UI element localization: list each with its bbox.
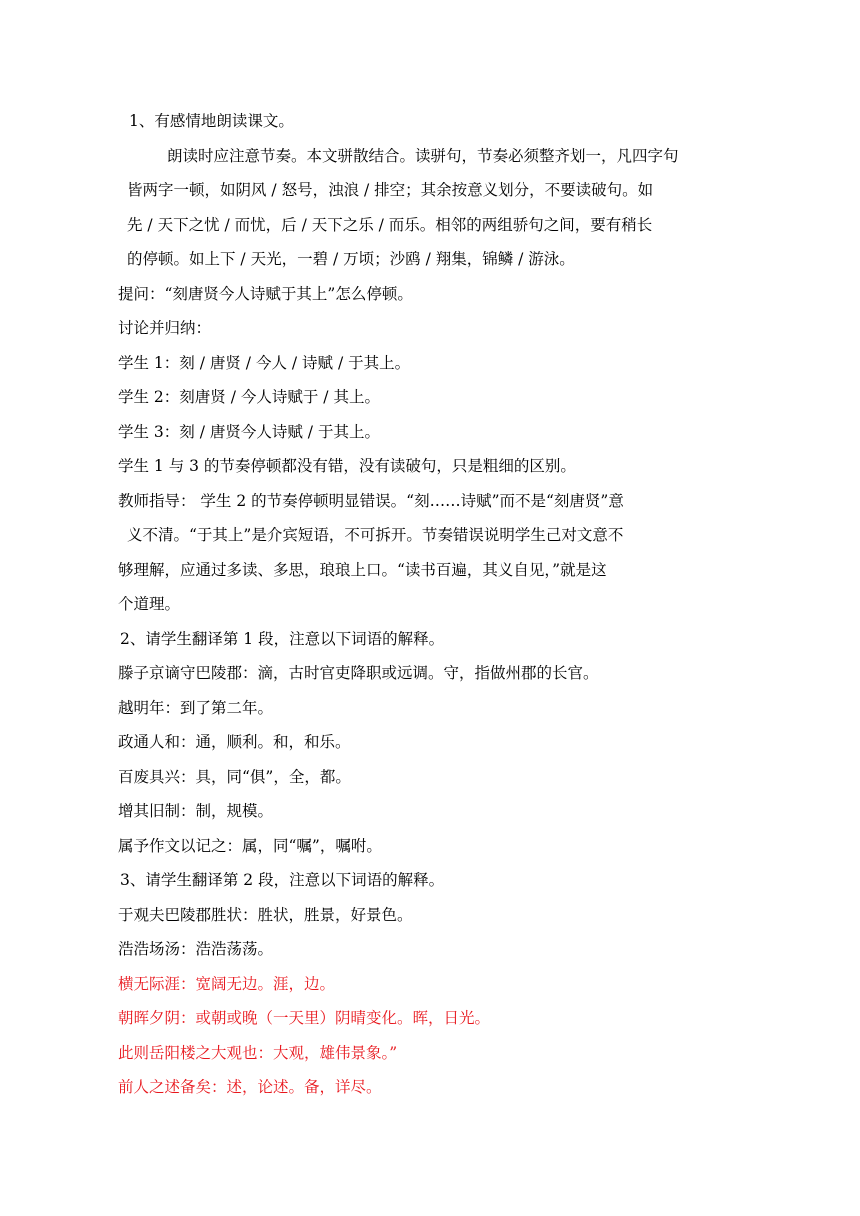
heading-1: 1、有感情地朗读课文。 <box>129 112 294 130</box>
paragraph-line: 教师指导： 学生 2 的节奏停顿明显错误。“刻……诗赋”而不是“刻唐贤”意 <box>118 492 624 510</box>
paragraph-line: 够理解，应通过多读、多思，琅琅上口。“读书百遍，其义自见，”就是这 <box>118 561 607 579</box>
vocab-item: 浩浩场汤：浩浩荡荡。 <box>118 940 274 958</box>
paragraph-line: 义不清。“于其上”是介宾短语，不可拆开。节奏错误说明学生己对文意不 <box>127 526 624 544</box>
question-line: 提问：“刻唐贤今人诗赋于其上”怎么停顿。 <box>118 285 413 303</box>
paragraph-line: 朗读时应注意节奏。本文骈散结合。读骈句，节奏必须整齐划一，凡四字句 <box>167 147 679 165</box>
student-answer: 学生 1：刻 / 唐贤 / 今人 / 诗赋 / 于其上。 <box>118 354 411 372</box>
vocab-item: 增其旧制：制，规模。 <box>118 802 274 820</box>
vocab-item-highlighted: 朝晖夕阴：或朝或晚（一天里）阴晴变化。晖，日光。 <box>118 1009 491 1027</box>
vocab-item: 政通人和：通，顺利。和，和乐。 <box>118 733 351 751</box>
vocab-item: 于观夫巴陵郡胜状：胜状，胜景，好景色。 <box>118 906 413 924</box>
paragraph-line: 的停顿。如上下 / 天光，一碧 / 万顷；沙鸥 / 翔集，锦鳞 / 游泳。 <box>127 250 575 268</box>
paragraph-line: 先 / 天下之忧 / 而忧，后 / 天下之乐 / 而乐。相邻的两组骄句之间，要有稍长 <box>127 216 653 234</box>
vocab-item: 越明年：到了第二年。 <box>118 699 274 717</box>
vocab-item-highlighted: 前人之述备矣：述，论述。备，详尽。 <box>118 1078 382 1096</box>
vocab-item: 滕子京谪守巴陵郡：滴，古时官吏降职或远调。守，指做州郡的长官。 <box>118 664 599 682</box>
vocab-item-highlighted: 横无际涯：宽阔无边。涯，边。 <box>118 975 336 993</box>
heading-2: 2、请学生翻译第 1 段，注意以下词语的解释。 <box>120 630 445 648</box>
vocab-item-highlighted: 此则岳阳楼之大观也：大观，雄伟景象。” <box>118 1044 398 1062</box>
heading-3: 3、请学生翻译第 2 段，注意以下词语的解释。 <box>120 871 445 889</box>
paragraph-line: 皆两字一顿，如阴风 / 怒号，浊浪 / 排空；其余按意义划分，不要读破句。如 <box>127 181 654 199</box>
student-answer: 学生 3：刻 / 唐贤今人诗赋 / 于其上。 <box>118 423 380 441</box>
vocab-item: 属予作文以记之：属，同“嘱”，嘱咐。 <box>118 837 382 855</box>
paragraph-line: 个道理。 <box>118 595 181 613</box>
vocab-item: 百废具兴：具，同“俱”，全，都。 <box>118 768 351 786</box>
paragraph-line: 讨论并归纳： <box>118 319 212 337</box>
paragraph-line: 学生 1 与 3 的节奏停顿都没有错，没有读破句，只是粗细的区别。 <box>118 457 576 475</box>
student-answer: 学生 2：刻唐贤 / 今人诗赋于 / 其上。 <box>118 388 380 406</box>
